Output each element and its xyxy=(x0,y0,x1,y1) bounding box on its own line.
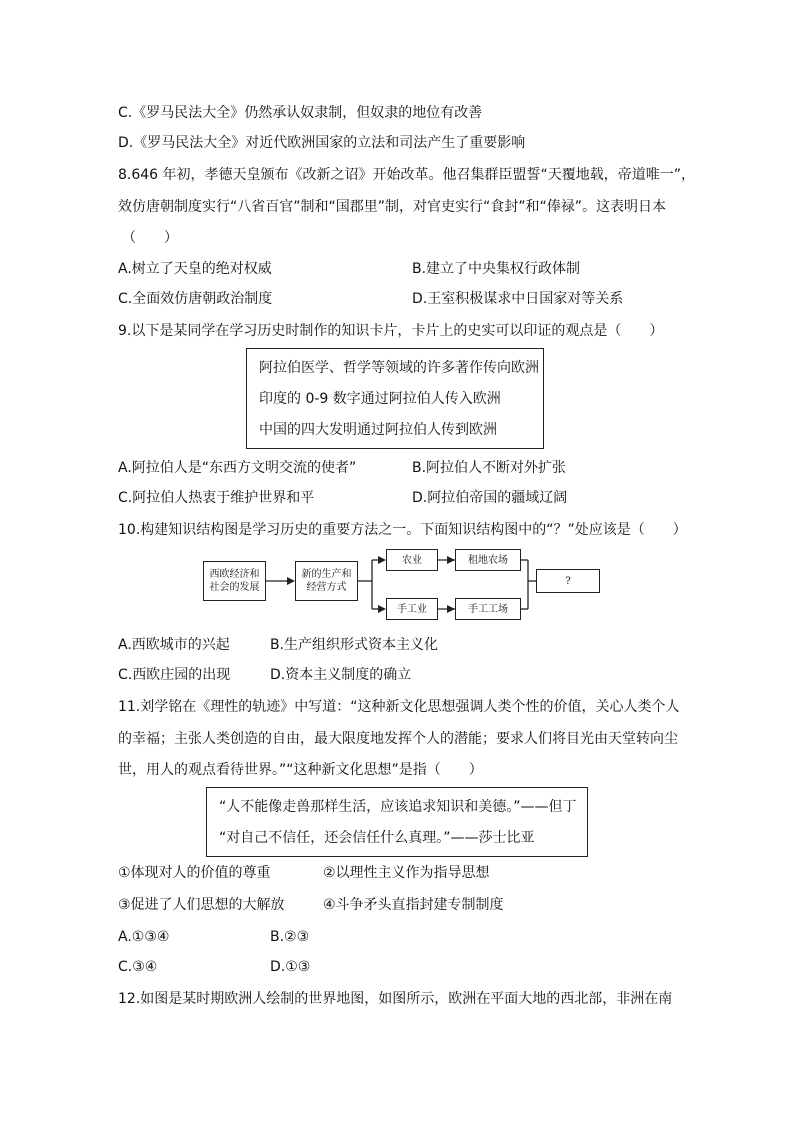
q12-stem-line1: 12.如图是某时期欧洲人绘制的世界地图，如图所示，欧洲在平面大地的西北部，非洲在南 xyxy=(118,991,673,1007)
diagram-node-rented-farm: 租地农场 xyxy=(455,549,521,571)
q7-option-c: C.《罗马民法大全》仍然承认奴隶制，但奴隶的地位有改善 xyxy=(118,105,483,121)
q8-option-d: D.王室积极谋求中日国家对等关系 xyxy=(412,291,624,307)
q9-option-a: A.阿拉伯人是“东西方文明交流的使者” xyxy=(118,460,357,476)
q10-stem: 10.构建知识结构图是学习历史的重要方法之一。下面知识结构图中的“？”处应该是（ ） xyxy=(118,522,687,538)
q8-option-a: A.树立了天皇的绝对权威 xyxy=(118,261,272,277)
q9-option-c: C.阿拉伯人热衷于维护世界和平 xyxy=(118,490,315,506)
q11-stem-line1: 11.刘学铭在《理性的轨迹》中写道：“这种新文化思想强调人类个性的价值，关心人类个人 xyxy=(118,699,680,715)
diagram-node-new-production: 新的生产和 经营方式 xyxy=(295,561,358,601)
q9-option-b: B.阿拉伯人不断对外扩张 xyxy=(412,460,567,476)
diagram-node-economy-society: 西欧经济和 社会的发展 xyxy=(203,561,266,601)
q11-item-3: ③促进了人们思想的大解放 xyxy=(118,897,285,913)
q11-stem-line2: 的幸福；主张人类创造的自由，最大限度地发挥个人的潜能；要求人们将目光由天堂转向尘 xyxy=(118,731,678,747)
q9-card-line: 印度的 0-9 数字通过阿拉伯人传入欧洲 xyxy=(259,391,501,407)
q8-stem-line2: 效仿唐朝制度实行“八省百官”制和“国郡里”制，对官吏实行“食封”和“俸禄”。这表明日本 xyxy=(118,199,667,215)
q8-stem-line1: 8.646 年初，孝德天皇颁布《改新之诏》开始改革。他召集群臣盟誓“天覆地载，帝道唯一”， xyxy=(118,167,696,183)
q9-option-d: D.阿拉伯帝国的疆域辽阔 xyxy=(412,490,568,506)
q11-quote-box xyxy=(206,787,588,857)
q10-option-c: C.西欧庄园的出现 xyxy=(118,667,231,683)
q9-card-line: 中国的四大发明通过阿拉伯人传到欧洲 xyxy=(259,422,497,438)
q7-option-d: D.《罗马民法大全》对近代欧洲国家的立法和司法产生了重要影响 xyxy=(118,135,526,151)
q11-option-a: A.①③④ xyxy=(118,929,170,945)
q11-quote: “对自己不信任，还会信任什么真理。”——莎士比亚 xyxy=(219,830,535,846)
q11-option-b: B.②③ xyxy=(270,929,310,945)
diagram-node-handicraft: 手工业 xyxy=(386,598,438,620)
q11-item-2: ②以理性主义作为指导思想 xyxy=(323,865,490,881)
q11-option-c: C.③④ xyxy=(118,959,158,975)
q11-item-1: ①体现对人的价值的尊重 xyxy=(118,865,271,881)
q11-option-d: D.①③ xyxy=(270,959,311,975)
q11-quote: “人不能像走兽那样生活，应该追求知识和美德。”——但丁 xyxy=(219,799,577,815)
q11-stem-line3: 世，用人的观点看待世界。”“这种新文化思想”是指（ ） xyxy=(118,762,483,778)
q9-card-line: 阿拉伯医学、哲学等领域的许多著作传向欧洲 xyxy=(259,360,539,376)
diagram-node-workshop: 手工工场 xyxy=(455,598,521,620)
q9-stem: 9.以下是某同学在学习历史时制作的知识卡片，卡片上的史实可以印证的观点是（ ） xyxy=(118,323,664,339)
q8-option-b: B.建立了中央集权行政体制 xyxy=(412,261,581,277)
diagram-node-agriculture: 农业 xyxy=(386,549,438,571)
q10-option-b: B.生产组织形式资本主义化 xyxy=(270,637,439,653)
q8-stem-line3: （ ） xyxy=(122,230,178,246)
q10-option-d: D.资本主义制度的确立 xyxy=(270,667,412,683)
q11-item-4: ④斗争矛头直指封建专制制度 xyxy=(323,897,504,913)
q8-option-c: C.全面效仿唐朝政治制度 xyxy=(118,291,273,307)
diagram-node-question: ? xyxy=(536,569,600,593)
q10-option-a: A.西欧城市的兴起 xyxy=(118,637,230,653)
